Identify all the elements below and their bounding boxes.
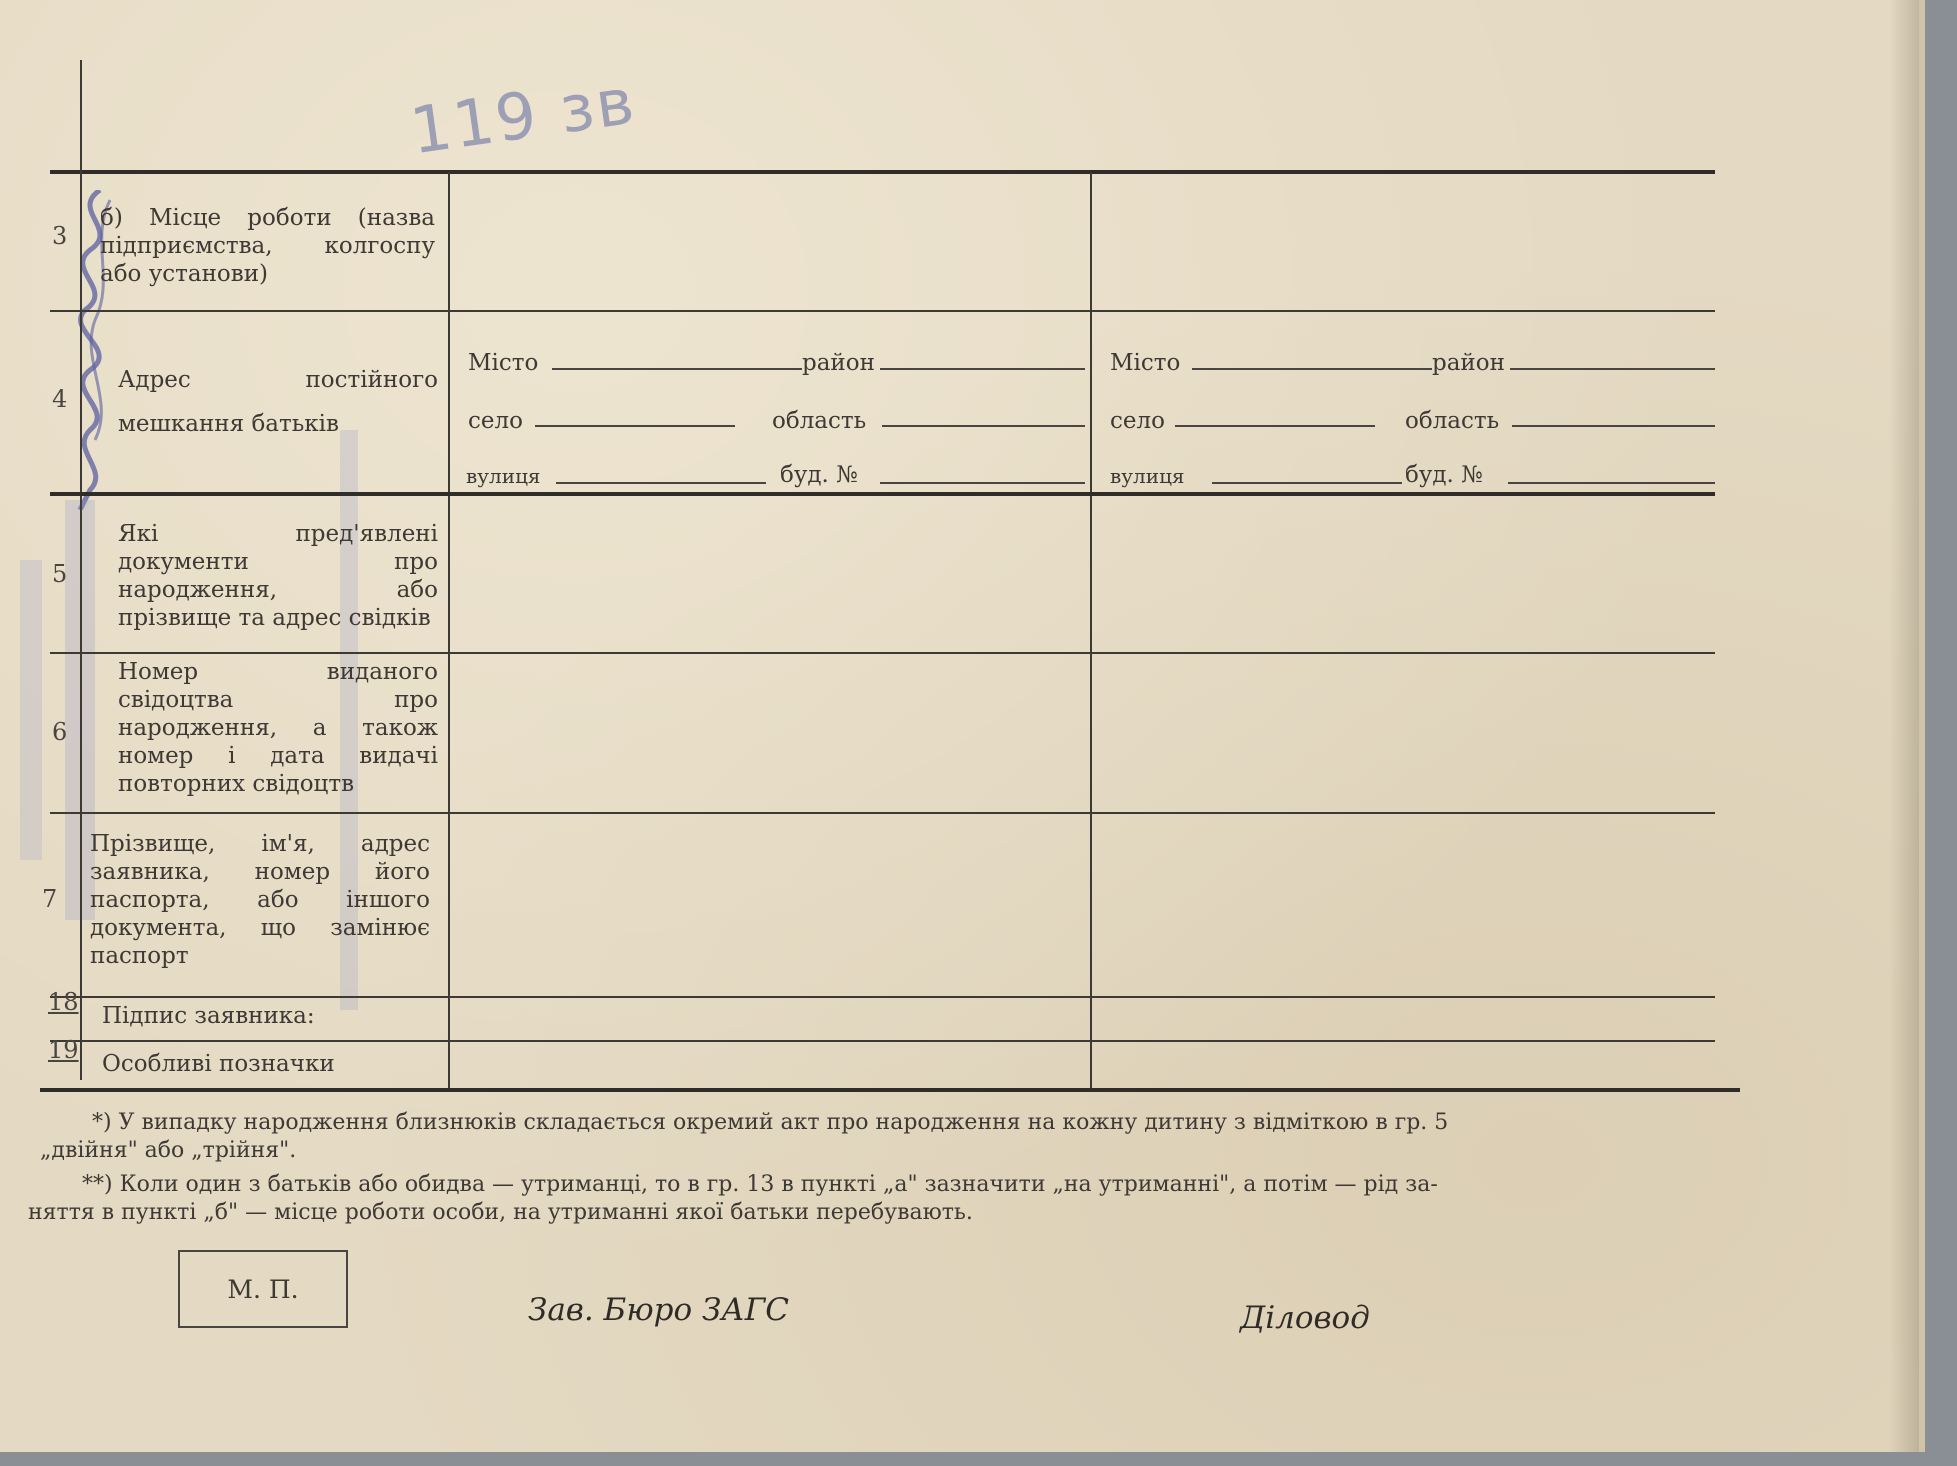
row-label-documents: Які пред'явлені документи про народження, або прізвище та адрес свідків [118,521,438,631]
stamp-placeholder: М. П. [178,1250,348,1328]
row-number: 7 [42,885,58,913]
archive-page-number: 119 зв [405,64,641,170]
address-village-field[interactable] [535,425,735,427]
address-region-field[interactable] [1512,425,1715,427]
address-city-field[interactable] [552,368,802,370]
page-edge-shadow [1889,0,1919,1452]
address-district-field[interactable] [880,368,1085,370]
footnote-1-line-2: „двійня" або „трійня". [40,1138,297,1163]
address-region-label: область [772,408,867,434]
address-village-label: село [1110,408,1165,434]
address-street-field[interactable] [556,482,766,484]
footnote-1-line-1: *) У випадку народження близнюків складається окремий акт про народження на кожну дитину з відміткою в гр. 5 [92,1110,1449,1135]
row-number: 18 [48,988,79,1016]
address-city-field[interactable] [1192,368,1432,370]
row-number: 5 [52,560,68,588]
row-divider [50,652,1715,654]
address-city-label: Місто [468,350,539,376]
address-region-field[interactable] [882,425,1085,427]
row-number: 3 [52,222,68,250]
row-divider [50,1040,1715,1042]
row-label-certificate-number: Номер виданого свідоцтва про народження, а також номер і дата видачі повторних свідоцтв [118,659,438,797]
signature-head-of-bureau: Зав. Бюро ЗАГС [528,1292,790,1328]
address-district-label: район [1432,350,1505,376]
row-label-workplace: б) Місце роботи (назва підприємства, колгоспу або установи) [100,205,435,287]
address-district-label: район [802,350,875,376]
table-bottom-border [40,1088,1740,1092]
row-label-applicant: Прізвище, ім'я, адрес заявника, номер його паспорта, або іншого документа, що замінює паспорт [90,831,430,969]
row-number: 4 [52,385,68,413]
address-region-label: область [1405,408,1500,434]
address-street-field[interactable] [1212,482,1402,484]
row-divider [50,310,1715,312]
table-top-border [50,170,1715,174]
signature-clerk: Діловод [1240,1300,1370,1336]
address-district-field[interactable] [1510,368,1715,370]
row-label-special-notes: Особливі позначки [102,1051,335,1077]
address-house-field[interactable] [880,482,1085,484]
row-divider [50,812,1715,814]
address-village-label: село [468,408,523,434]
row-number: 6 [52,718,68,746]
row-divider [50,996,1715,998]
row-label-address: Адрес постійного мешкання батьків [118,367,438,437]
address-street-label: вулиця [466,464,541,488]
row-label-applicant-signature: Підпис заявника: [102,1003,315,1029]
row-divider [50,492,1715,496]
row-number: 19 [48,1036,79,1064]
address-house-label: буд. № [1405,462,1483,488]
address-village-field[interactable] [1175,425,1375,427]
address-street-label: вулиця [1110,464,1185,488]
footnote-2-line-1: **) Коли один з батьків або обидва — утриманці, то в гр. 13 в пункті „а" зазначити „на утриманні", а потім — рід за- [82,1172,1438,1197]
table-left-border [80,60,82,1080]
footnote-2-line-2: няття в пункті „б" — місце роботи особи, на утриманні якої батьки перебувають. [28,1200,973,1225]
address-house-label: буд. № [780,462,858,488]
address-city-label: Місто [1110,350,1181,376]
address-house-field[interactable] [1508,482,1715,484]
